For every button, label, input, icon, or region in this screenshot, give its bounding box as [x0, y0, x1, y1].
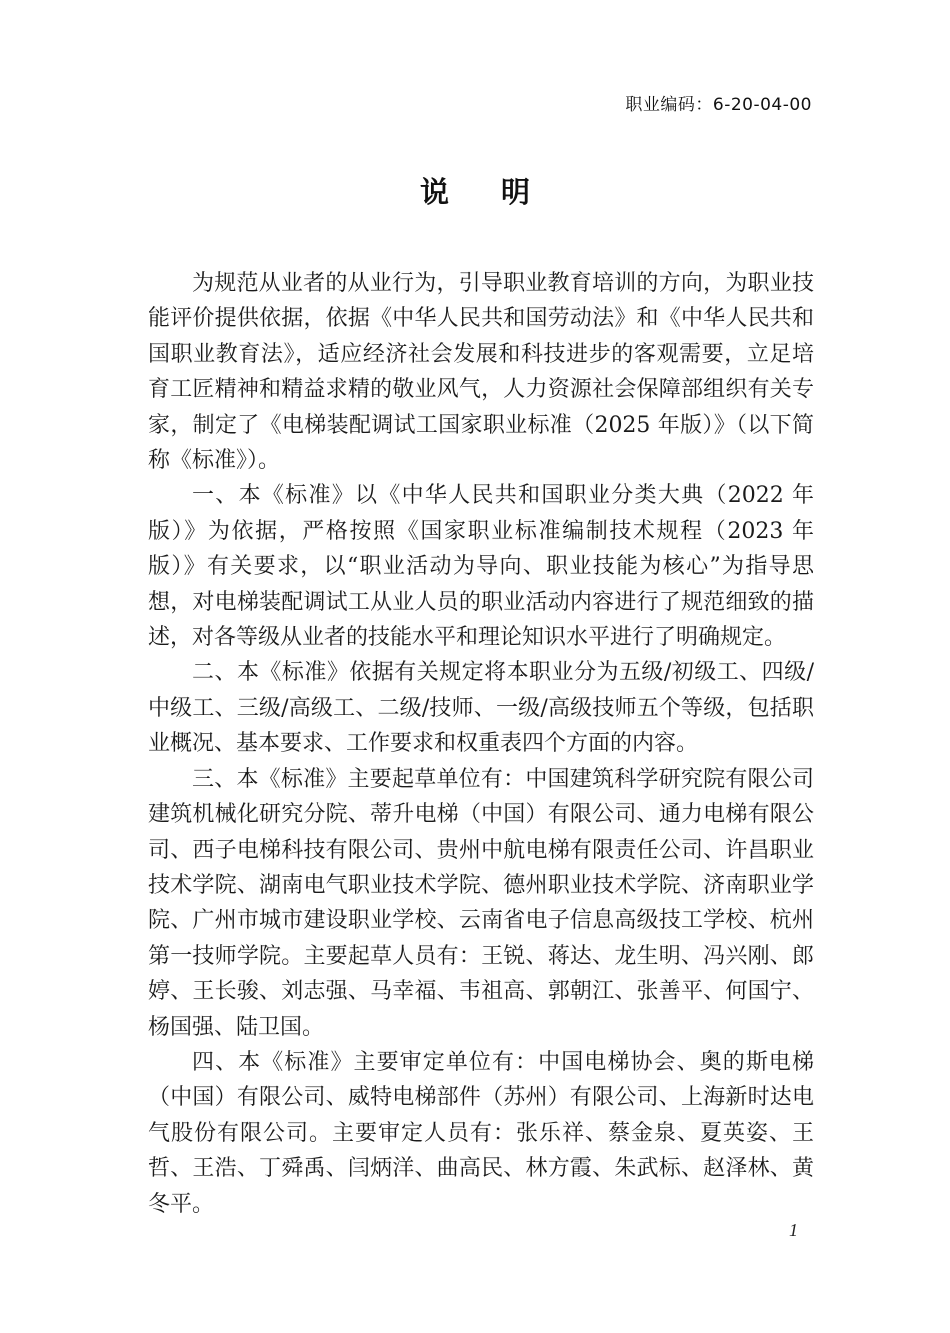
page-number: 1 — [789, 1220, 798, 1240]
document-body — [148, 266, 814, 1222]
paragraph-3: 三、本《标准》主要起草单位有：中国建筑科学研究院有限公司建筑机械化研究分院、蒂升电梯（中国）有限公司、通力电梯有限公司、西子电梯科技有限公司、贵州中航电梯有限责任公司、许昌职业技术学院、湖南电气职业技术学院、德州职业技术学院、济南职业学院、广州市城市建设职业学校、云南省电子信息高级技工学校、杭州第一技师学院。主要起草人员有：王锐、蒋达、龙生明、冯兴刚、郎婷、王长骏、刘志强、马幸福、韦祖高、郭朝江、张善平、何国宁、杨国强、陆卫国。 — [148, 766, 814, 1040]
occupation-code: 职业编码：6-20-04-00 — [625, 95, 812, 115]
page-title: 说明 — [419, 175, 582, 209]
paragraph-intro: 为规范从业者的从业行为，引导职业教育培训的方向，为职业技能评价提供依据，依据《中华人民共和国劳动法》和《中华人民共和国职业教育法》，适应经济社会发展和科技进步的客观需要，立足培育工匠精神和精益求精的敬业风气，人力资源社会保障部组织有关专家，制定了《电梯装配调试工国家职业标准（2025 年版）》（以下简称《标准》）。 — [148, 271, 814, 474]
paragraph-2: 二、本《标准》依据有关规定将本职业分为五级/初级工、四级/中级工、三级/高级工、二级/技师、一级/高级技师五个等级，包括职业概况、基本要求、工作要求和权重表四个方面的内容。 — [148, 660, 814, 757]
paragraph-1: 一、本《标准》以《中华人民共和国职业分类大典（2022 年版）》为依据，严格按照《国家职业标准编制技术规程（2023 年版）》有关要求，以“职业活动为导向、职业技能为核心”为指导思想，对电梯装配调试工从业人员的职业活动内容进行了规范细致的描述，对各等级从业者的技能水平和理论知识水平进行了明确规定。 — [148, 483, 814, 651]
paragraph-4: 四、本《标准》主要审定单位有：中国电梯协会、奥的斯电梯（中国）有限公司、威特电梯部件（苏州）有限公司、上海新时达电气股份有限公司。主要审定人员有：张乐祥、蔡金泉、夏英姿、王哲、王浩、丁舜禹、闫炳洋、曲高民、林方霞、朱武标、赵泽林、黄冬平。 — [148, 1049, 814, 1217]
